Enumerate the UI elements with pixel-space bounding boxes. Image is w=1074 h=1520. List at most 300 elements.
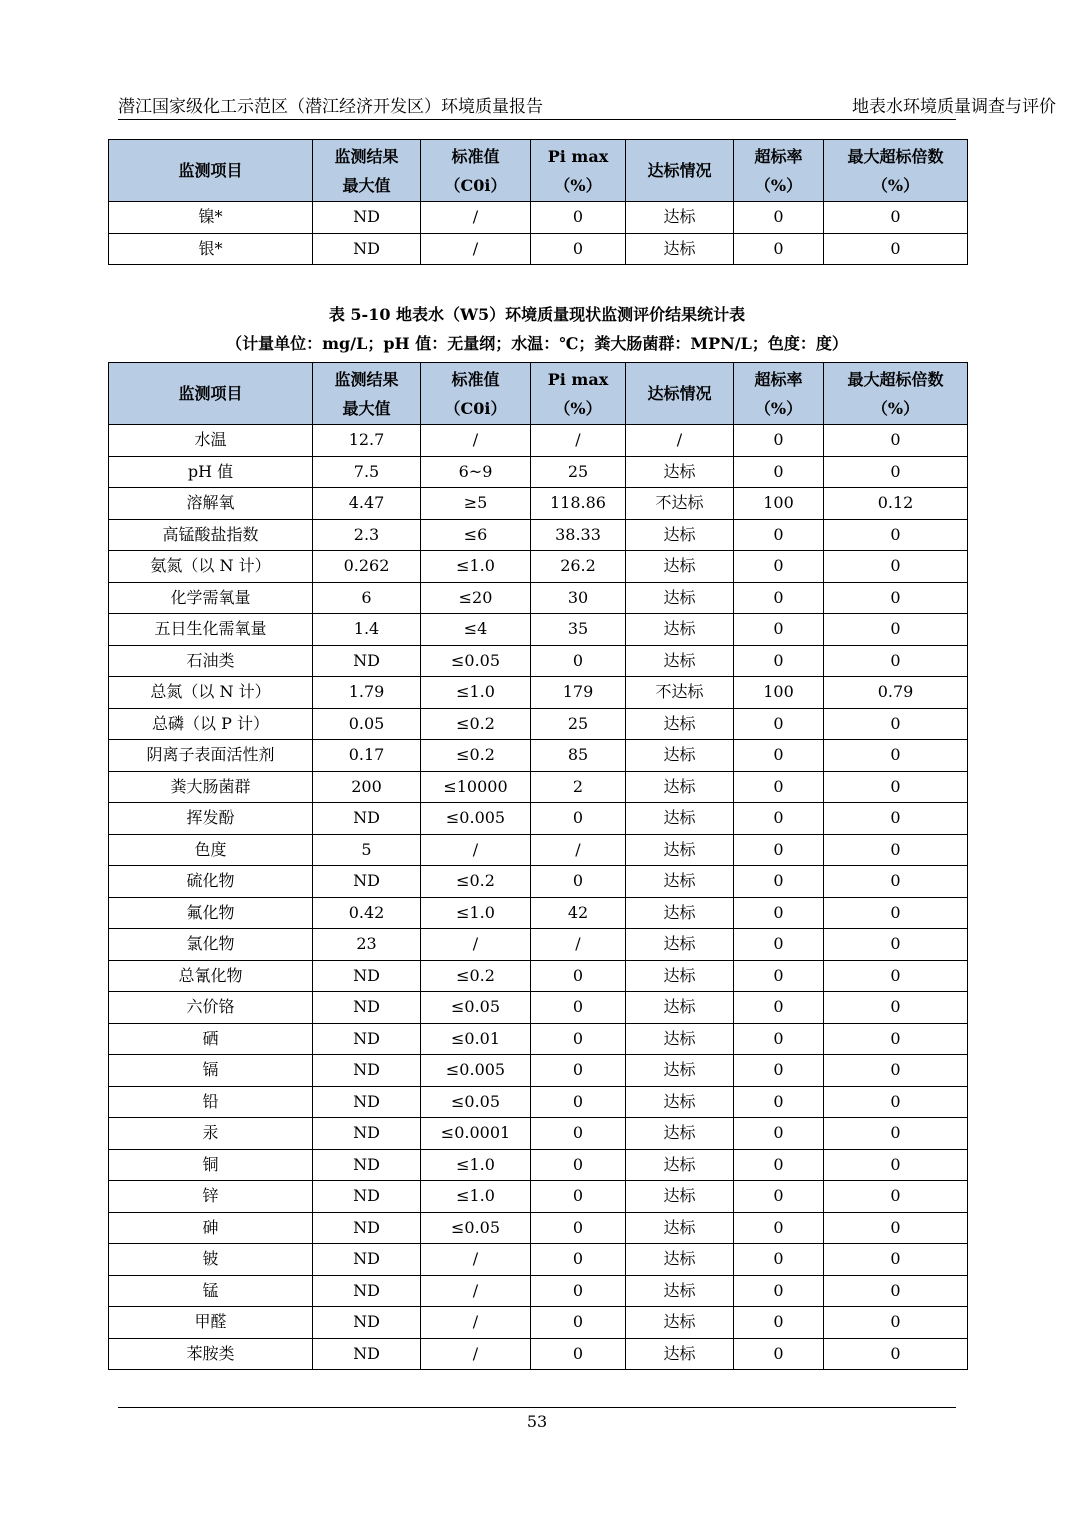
table-cell: ND <box>313 233 421 265</box>
table-cell: 达标 <box>626 960 734 992</box>
table-cell: / <box>421 834 531 866</box>
table-cell: 达标 <box>626 1149 734 1181</box>
table-cell: 0 <box>824 992 968 1024</box>
table-cell: 达标 <box>626 233 734 265</box>
table-cell: 0 <box>824 897 968 929</box>
column-header <box>109 363 313 425</box>
table-cell: / <box>531 425 626 457</box>
table-cell: 0 <box>824 551 968 583</box>
table-row <box>109 202 968 234</box>
table-cell: 铅 <box>109 1086 313 1118</box>
table-cell: 铜 <box>109 1149 313 1181</box>
table-cell: / <box>531 834 626 866</box>
table-cell: ≤20 <box>421 582 531 614</box>
table-cell: 达标 <box>626 519 734 551</box>
table-cell: / <box>421 202 531 234</box>
table-cell: 2 <box>531 771 626 803</box>
table-cell: 4.47 <box>313 488 421 520</box>
table-cell: / <box>531 929 626 961</box>
table-cell: 0 <box>531 202 626 234</box>
column-header-line1: 标准值 <box>451 146 500 166</box>
column-header-line2: 最大值 <box>342 398 391 418</box>
table-cell: 0 <box>734 1212 824 1244</box>
table-cell: 0 <box>734 1055 824 1087</box>
table-cell: 银* <box>109 233 313 265</box>
table-cell: ≤1.0 <box>421 677 531 709</box>
table-cell: 0 <box>824 202 968 234</box>
table-cell: 0 <box>531 1023 626 1055</box>
table-cell: 26.2 <box>531 551 626 583</box>
table-cell: 达标 <box>626 897 734 929</box>
table-cell: 25 <box>531 708 626 740</box>
column-header-line2: （%） <box>754 175 803 195</box>
table-cell: ND <box>313 992 421 1024</box>
table-cell: / <box>421 1244 531 1276</box>
column-header-line1: 监测项目 <box>178 161 243 180</box>
table-cell: 达标 <box>626 1307 734 1339</box>
table-cell: 0 <box>824 1275 968 1307</box>
table-cell: 挥发酚 <box>109 803 313 835</box>
table-cell: 达标 <box>626 708 734 740</box>
table-row <box>109 519 968 551</box>
table-cell: 12.7 <box>313 425 421 457</box>
table-cell: 达标 <box>626 1055 734 1087</box>
column-header <box>421 140 531 202</box>
table-cell: 氨氮（以 N 计） <box>109 551 313 583</box>
table-cell: 总氮（以 N 计） <box>109 677 313 709</box>
table-cell: ≤0.2 <box>421 740 531 772</box>
table-cell: 0 <box>734 645 824 677</box>
table-cell: 0 <box>734 771 824 803</box>
table-cell: 118.86 <box>531 488 626 520</box>
column-header-line2: 最大值 <box>342 175 391 195</box>
table-cell: 0 <box>824 803 968 835</box>
table-cell: 0.42 <box>313 897 421 929</box>
column-header-line1: Pi max <box>547 369 609 389</box>
table-cell: 不达标 <box>626 488 734 520</box>
table-cell: 0 <box>824 1307 968 1339</box>
table-cell: 0 <box>531 1244 626 1276</box>
table-cell: 达标 <box>626 1118 734 1150</box>
table-cell: ≤0.05 <box>421 645 531 677</box>
table-cell: 0 <box>734 740 824 772</box>
table-cell: 42 <box>531 897 626 929</box>
table-cell: 0 <box>531 645 626 677</box>
table-cell: 0 <box>531 1275 626 1307</box>
table-cell: ≤4 <box>421 614 531 646</box>
column-header <box>313 363 421 425</box>
table-cell: 0 <box>734 1086 824 1118</box>
table-cell: 0 <box>824 960 968 992</box>
table-row <box>109 1338 968 1370</box>
table-cell: 0.05 <box>313 708 421 740</box>
table-cell: 甲醛 <box>109 1307 313 1339</box>
table-row <box>109 582 968 614</box>
column-header-line1: Pi max <box>547 146 609 166</box>
table-cell: 0 <box>531 233 626 265</box>
table-cell: 30 <box>531 582 626 614</box>
table-cell: 0 <box>824 740 968 772</box>
table-row <box>109 1307 968 1339</box>
table-cell: 0 <box>734 866 824 898</box>
table-cell: 砷 <box>109 1212 313 1244</box>
table-cell: 0 <box>734 834 824 866</box>
table-cell: ≤0.2 <box>421 708 531 740</box>
table-cell: 达标 <box>626 1244 734 1276</box>
table-row <box>109 551 968 583</box>
table-cell: ≤1.0 <box>421 897 531 929</box>
table-cell: ≤1.0 <box>421 551 531 583</box>
column-header-line1: 达标情况 <box>647 161 712 180</box>
table-cell: 0 <box>734 1023 824 1055</box>
table-cell: 氟化物 <box>109 897 313 929</box>
table-row <box>109 488 968 520</box>
table-cell: 0 <box>824 1338 968 1370</box>
table-cell: 达标 <box>626 614 734 646</box>
table-cell: 溶解氧 <box>109 488 313 520</box>
column-header <box>531 140 626 202</box>
column-header-line2: （%） <box>554 398 602 418</box>
table-cell: ≤0.05 <box>421 1212 531 1244</box>
table-cell: 石油类 <box>109 645 313 677</box>
table-cell: 179 <box>531 677 626 709</box>
column-header-line1: 超标率 <box>754 369 803 389</box>
table-row <box>109 960 968 992</box>
table-cell: ≤0.05 <box>421 1086 531 1118</box>
table-cell: ≤0.01 <box>421 1023 531 1055</box>
table-cell: / <box>421 233 531 265</box>
table-cell: ND <box>313 1307 421 1339</box>
table-cell: 35 <box>531 614 626 646</box>
table-cell: ≥5 <box>421 488 531 520</box>
column-header <box>313 140 421 202</box>
table-cell: 0 <box>734 519 824 551</box>
column-header <box>734 140 824 202</box>
table-cell: 7.5 <box>313 456 421 488</box>
table-cell: ND <box>313 1149 421 1181</box>
table-cell: ≤0.005 <box>421 1055 531 1087</box>
table-cell: 粪大肠菌群 <box>109 771 313 803</box>
table-cell: 0 <box>824 866 968 898</box>
table-cell: 0 <box>531 1118 626 1150</box>
table-cell: 达标 <box>626 929 734 961</box>
table-cell: 0 <box>531 992 626 1024</box>
table-cell: / <box>421 1338 531 1370</box>
table-cell: 2.3 <box>313 519 421 551</box>
table-cell: ND <box>313 1086 421 1118</box>
table-cell: 0 <box>531 1149 626 1181</box>
column-header-line2: （%） <box>554 175 602 195</box>
column-header <box>109 140 313 202</box>
column-header <box>626 140 734 202</box>
table-cell: 0 <box>734 1149 824 1181</box>
table-cell: 0 <box>734 992 824 1024</box>
table-cell: 达标 <box>626 551 734 583</box>
table-cell: 锌 <box>109 1181 313 1213</box>
table-row <box>109 1212 968 1244</box>
table-cell: 0 <box>734 456 824 488</box>
table-cell: / <box>421 1307 531 1339</box>
table-row <box>109 1181 968 1213</box>
table-row <box>109 1086 968 1118</box>
table-cell: 6~9 <box>421 456 531 488</box>
table-cell: ≤0.005 <box>421 803 531 835</box>
table-cell: 不达标 <box>626 677 734 709</box>
table-row <box>109 1023 968 1055</box>
table-cell: 达标 <box>626 1181 734 1213</box>
table-cell: 总磷（以 P 计） <box>109 708 313 740</box>
table-cell: 0 <box>734 202 824 234</box>
table-cell: ND <box>313 1244 421 1276</box>
header-row <box>109 140 968 202</box>
column-header-line1: 达标情况 <box>647 384 712 403</box>
table-cell: ≤1.0 <box>421 1181 531 1213</box>
table-cell: 达标 <box>626 866 734 898</box>
table-cell: ND <box>313 803 421 835</box>
table-row <box>109 1118 968 1150</box>
table-cell: 0 <box>734 1307 824 1339</box>
table-cell: / <box>626 425 734 457</box>
table-cell: 0 <box>824 456 968 488</box>
table-cell: 0 <box>824 233 968 265</box>
table-cell: ≤0.0001 <box>421 1118 531 1150</box>
table-row <box>109 1149 968 1181</box>
table-cell: ND <box>313 1181 421 1213</box>
table-cell: 达标 <box>626 202 734 234</box>
column-header-line1: 超标率 <box>754 146 803 166</box>
table-cell: 0 <box>531 1055 626 1087</box>
table-row <box>109 803 968 835</box>
w5-results-table <box>108 362 968 1370</box>
column-header-line2: （C0i） <box>444 175 507 195</box>
table-row <box>109 1275 968 1307</box>
column-header-line2: （%） <box>871 175 920 195</box>
table-cell: 0 <box>824 1181 968 1213</box>
table-cell: 0 <box>734 614 824 646</box>
table-cell: 0 <box>734 1181 824 1213</box>
table-cell: ND <box>313 202 421 234</box>
column-header-line1: 监测项目 <box>178 384 243 403</box>
table-row <box>109 614 968 646</box>
column-header <box>531 363 626 425</box>
table-cell: ND <box>313 1212 421 1244</box>
table-cell: 0 <box>824 614 968 646</box>
table-cell: 铍 <box>109 1244 313 1276</box>
table-cell: 0 <box>824 1086 968 1118</box>
column-header-line1: 最大超标倍数 <box>847 146 944 166</box>
table-cell: 0 <box>734 960 824 992</box>
table-cell: 0 <box>824 1244 968 1276</box>
column-header-line1: 监测结果 <box>334 146 399 166</box>
table-cell: 0 <box>824 645 968 677</box>
table-cell: 0 <box>734 1275 824 1307</box>
table-cell: 0 <box>531 866 626 898</box>
table-cell: 0 <box>734 1338 824 1370</box>
table-cell: 0 <box>734 582 824 614</box>
table-cell: ND <box>313 866 421 898</box>
table-cell: 0.12 <box>824 488 968 520</box>
table-cell: 0.79 <box>824 677 968 709</box>
table-cell: 0 <box>824 582 968 614</box>
table-cell: 0 <box>531 1212 626 1244</box>
table-cell: ≤6 <box>421 519 531 551</box>
column-header-line1: 标准值 <box>451 369 500 389</box>
table-cell: 0 <box>734 929 824 961</box>
table-cell: 达标 <box>626 740 734 772</box>
page-number: 53 <box>526 1412 548 1431</box>
table-row <box>109 866 968 898</box>
table-cell: ≤0.05 <box>421 992 531 1024</box>
table-cell: 达标 <box>626 834 734 866</box>
table-cell: 达标 <box>626 1275 734 1307</box>
table-cell: 五日生化需氧量 <box>109 614 313 646</box>
table-cell: / <box>421 929 531 961</box>
table-row <box>109 897 968 929</box>
table-cell: 0 <box>531 1307 626 1339</box>
column-header <box>824 140 968 202</box>
table-cell: 达标 <box>626 803 734 835</box>
table-row <box>109 771 968 803</box>
table-cell: ≤1.0 <box>421 1149 531 1181</box>
table-cell: 6 <box>313 582 421 614</box>
table-cell: 硒 <box>109 1023 313 1055</box>
table-cell: 化学需氧量 <box>109 582 313 614</box>
table-cell: 0 <box>824 771 968 803</box>
table-body <box>109 202 968 265</box>
table-row <box>109 992 968 1024</box>
table-row <box>109 677 968 709</box>
table-cell: 0.262 <box>313 551 421 583</box>
table-row <box>109 740 968 772</box>
table-cell: pH 值 <box>109 456 313 488</box>
header-divider <box>118 119 956 120</box>
table-cell: 85 <box>531 740 626 772</box>
table-cell: 1.4 <box>313 614 421 646</box>
table-cell: 0 <box>734 803 824 835</box>
table-cell: 100 <box>734 677 824 709</box>
column-header-line1: 最大超标倍数 <box>847 369 944 389</box>
column-header <box>824 363 968 425</box>
table-cell: ND <box>313 1338 421 1370</box>
table-cell: 0 <box>824 425 968 457</box>
table-cell: 0 <box>531 1086 626 1118</box>
table-header <box>109 363 968 425</box>
table-cell: 0 <box>824 708 968 740</box>
table-cell: 六价铬 <box>109 992 313 1024</box>
column-header <box>421 363 531 425</box>
table-cell: 0 <box>734 897 824 929</box>
table-row <box>109 929 968 961</box>
table-cell: 达标 <box>626 1212 734 1244</box>
table-row <box>109 834 968 866</box>
table-cell: 硫化物 <box>109 866 313 898</box>
table-row <box>109 645 968 677</box>
table-cell: ND <box>313 1023 421 1055</box>
header-report-title: 潜江国家级化工示范区（潜江经济开发区）环境质量报告 <box>118 97 543 117</box>
table-cell: 色度 <box>109 834 313 866</box>
column-header-line1: 监测结果 <box>334 369 399 389</box>
table-cell: 达标 <box>626 456 734 488</box>
table-cell: 0 <box>531 1181 626 1213</box>
table-cell: 0 <box>824 1149 968 1181</box>
table-cell: 0 <box>531 1338 626 1370</box>
table-cell: ≤10000 <box>421 771 531 803</box>
table-cell: 达标 <box>626 582 734 614</box>
table-cell: ND <box>313 1055 421 1087</box>
table-cell: / <box>421 425 531 457</box>
table-row <box>109 456 968 488</box>
table-cell: 0.17 <box>313 740 421 772</box>
table-cell: 0 <box>531 960 626 992</box>
table-cell: 镉 <box>109 1055 313 1087</box>
table-cell: ND <box>313 1275 421 1307</box>
table-cell: 0 <box>734 425 824 457</box>
table-cell: 23 <box>313 929 421 961</box>
table-cell: 0 <box>824 929 968 961</box>
table-cell: ND <box>313 645 421 677</box>
table-cell: ND <box>313 1118 421 1150</box>
table-cell: 阴离子表面活性剂 <box>109 740 313 772</box>
column-header <box>734 363 824 425</box>
table-cell: 总氰化物 <box>109 960 313 992</box>
table-cell: 高锰酸盐指数 <box>109 519 313 551</box>
table-cell: 0 <box>734 551 824 583</box>
column-header-line2: （%） <box>754 398 803 418</box>
table-cell: 0 <box>734 1244 824 1276</box>
table-cell: 0 <box>531 803 626 835</box>
header-row <box>109 363 968 425</box>
table-cell: 汞 <box>109 1118 313 1150</box>
table-cell: 38.33 <box>531 519 626 551</box>
column-header-line2: （C0i） <box>444 398 507 418</box>
table-cell: 0 <box>734 233 824 265</box>
column-header <box>626 363 734 425</box>
table-cell: 氯化物 <box>109 929 313 961</box>
table-header <box>109 140 968 202</box>
table-body <box>109 425 968 1370</box>
table-row <box>109 708 968 740</box>
table-cell: 达标 <box>626 645 734 677</box>
table-cell: 200 <box>313 771 421 803</box>
table-cell: 5 <box>313 834 421 866</box>
table-cell: 锰 <box>109 1275 313 1307</box>
table-row <box>109 425 968 457</box>
header-section-title: 地表水环境质量调查与评价 <box>852 97 1056 117</box>
table-cell: 25 <box>531 456 626 488</box>
table-row <box>109 1055 968 1087</box>
table-cell: 100 <box>734 488 824 520</box>
table-caption: 表 5-10 地表水（W5）环境质量现状监测评价结果统计表 <box>328 305 746 324</box>
table-cell: ≤0.2 <box>421 866 531 898</box>
table-cell: 0 <box>734 708 824 740</box>
table-cell: / <box>421 1275 531 1307</box>
table-cell: 0 <box>734 1118 824 1150</box>
table-row <box>109 1244 968 1276</box>
footer-divider <box>118 1407 956 1408</box>
table-units-note: （计量单位：mg/L；pH 值：无量纲；水温：℃；粪大肠菌群：MPN/L；色度：度） <box>226 334 848 353</box>
table-cell: 0 <box>824 519 968 551</box>
column-header-line2: （%） <box>871 398 920 418</box>
table-cell: 镍* <box>109 202 313 234</box>
table-cell: 0 <box>824 1212 968 1244</box>
table-row <box>109 233 968 265</box>
table-cell: 0 <box>824 834 968 866</box>
table-cell: 达标 <box>626 771 734 803</box>
table-cell: 苯胺类 <box>109 1338 313 1370</box>
table-cell: 达标 <box>626 1023 734 1055</box>
table-cell: ≤0.2 <box>421 960 531 992</box>
table-cell: 0 <box>824 1023 968 1055</box>
